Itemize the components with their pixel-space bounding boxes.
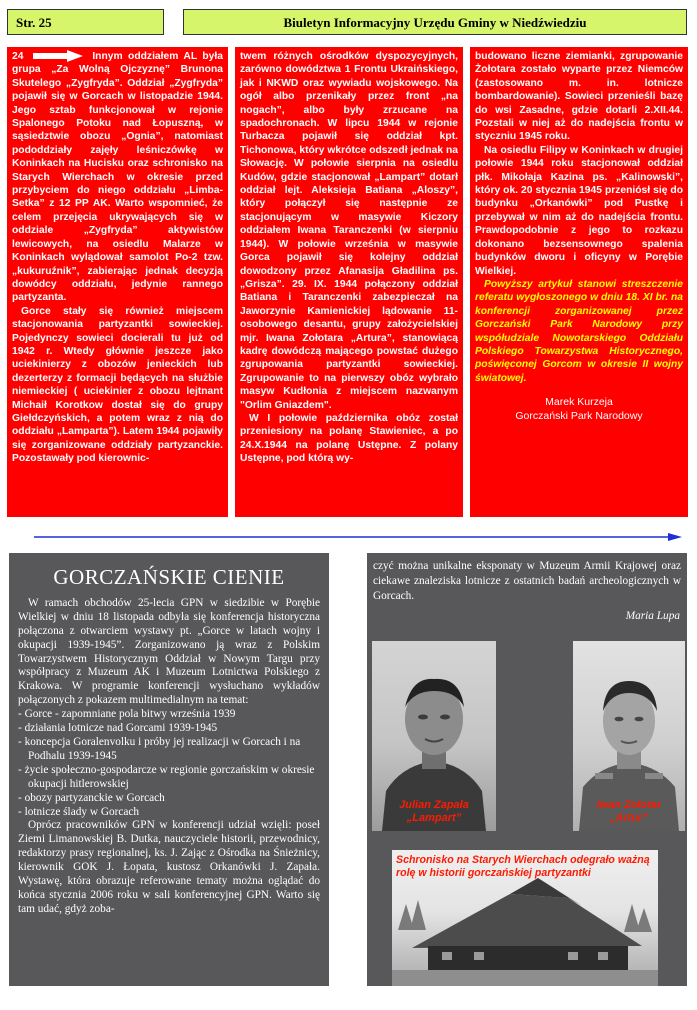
section-divider-arrow: [34, 533, 682, 541]
col1-second-paragraph: Gorce stały się również miejscem stacjonowania partyzantki sowieckiej. Pojedynczy sowieci docierali tu już od 1942 r. Wtedy głównie jeszcze jako uciekinierzy z obozów jenieckich lub dezerterzy z formacji będących na służbie niemieckiej ( uciekinier z obozu lejtnant Michaił Korotkow dostał się do grupy Giełdczyńskich, a potem wraz z nią do oddziału „Lamparta”). Latem 1944 pojawiły się zorganizowane oddziały partyzanckie. Pozostawały pod kierownic-: [12, 305, 223, 465]
col1-first-text: Innym oddziałem AL była grupa „Za Wolną Ojczyznę” Brunona Skutelego „Zygfryda”. Oddział „Zygfryda” pojawił się w Gorcach w listopadzie 1944. Jego sztab funkcjonował w rejonie Spalonego Potoku nad Łopuszną, w sąsiedztwie obozu „Ognia”, natomiast pododdziały zajęły leśniczówkę w Koninkach na Hucisku oraz schronisko na Starych Wierchach w okresie przed przybyciem do niego oddziału „Limba-Setka” z 12 PP AK. Warto wspomnieć, że celem przejęcia ukrywających się w oddziale „Zygfryda” aktywistów lewicowych, na osiedlu Malarze w Koninkach wylądował samolot Po-2 tzw. „kukuruźnik”, zabierając jednak decyzją dowódcy oddziału, jedynie rannego partyzanta.: [12, 51, 223, 304]
participants-paragraph: Oprócz pracowników GPN w konferencji udział wzięli: poseł Ziemi Limanowskiej B. Dutka, nauczyciele historii, przewodnicy, redaktorzy prasy regionalnej, ks. J. Zając z Ośrodka na Śnieżnicy, kierownik GOK J. Łopata, kustosz Orkanówki J. Zapała. Wystawę, która obrazuje referowane tematy można oglądać do końca stycznia 2006 roku w sali konferencyjnej GPN. Warto się tam udać, gdyż zoba-: [18, 819, 320, 915]
gorczanskie-cienie-article: [9, 553, 329, 986]
zolotar-name: Iwan Zołotar: [596, 799, 662, 811]
continued-from-page: 24: [12, 51, 24, 62]
bulletin-title: Biuletyn Informacyjny Urzędu Gminy w Niedźwiedziu: [183, 9, 687, 35]
zapala-alias: „Lampart”: [406, 812, 462, 824]
zapala-caption: [372, 799, 496, 825]
author-name: Marek Kurzeja: [545, 396, 613, 409]
topic-item: - Gorce - zapomniane pola bitwy września 1939: [18, 708, 236, 721]
zolotar-caption: [573, 799, 685, 825]
article-note: Powyższy artykuł stanowi streszczenie referatu wygłoszonego w dniu 18. XI br. na konferencji zorganizowanej przez Gorczański Park Narodowy przy współudziale Nowotarskiego Oddziału Polskiego Towarzystwa Historycznego, poświęconej Gorcom w okresie II wojny światowej.: [475, 278, 683, 384]
article-column-1: [7, 47, 228, 517]
topic-item: - koncepcja Goralenvolku i próby jej realizacji w Gorcach i na Podhalu 1939-1945: [18, 735, 301, 762]
article-column-2: [235, 47, 463, 517]
photo-panel: [367, 553, 687, 986]
topic-item: - działania lotnicze nad Gorcami 1939-1945: [18, 722, 218, 735]
article-signature: [475, 395, 683, 423]
article-title: GORCZAŃSKIE CIENIE: [53, 565, 285, 589]
col3-second-paragraph: Na osiedlu Filipy w Koninkach w drugiej połowie 1944 roku stacjonował oddział płk. Mikołaja Kazina ps. „Kalinowski”, który ok. 20 stycznia 1945 przeniósł się do budynku „Orkanówki” pod Pustkę i przebywał w nim aż do nadejścia frontu. Prawdopodobnie z jego to rozkazu dokonano bezsensownego spalenia budynków dworu i oficyny w Porębie Wielkiej.: [475, 144, 683, 277]
topic-item: - obozy partyzanckie w Gorcach: [18, 791, 165, 804]
topic-item: - lotnicze ślady w Gorcach: [18, 805, 140, 818]
col3-first-paragraph: budowano liczne ziemianki, zgrupowanie Żołotara zostało wyparte przez Niemców (zastosowano m. in. lotnicze bombardowanie). Sowieci przenieśli bazę do wsi Zasadne, gdzie dotarli 2.XII.44. Pozstali w niej aż do nadejścia frontu w styczniu 1945 roku.: [475, 51, 683, 143]
photo-julian-zapala: [372, 641, 496, 831]
col2-second-paragraph: W I połowie października obóz został przeniesiony na polanę Stawieniec, a po 24.X.1944 na polanę Ustępne. Z polany Ustępne, pod którą wy-: [240, 412, 458, 465]
article2-author: Maria Lupa: [625, 610, 680, 622]
article-intro: W ramach obchodów 25-lecia GPN w siedzibie w Porębie Wielkiej w dniu 18 listopada odbyła się konferencja historyczna połączona z otwarciem wystawy pt. „Gorce w latach wojny i okupacji 1939-1945”. Zorganizowano ją wraz z Polskim Towarzystwem Historycznym Oddział w Nowym Targu przy współpracy z Muzeum AK i Muzeum Lotnictwa Polskiego z Krakowa. W programie konferencji wysłuchano wykładów połączonych z pokazem multimedialnym na temat:: [18, 596, 320, 707]
photo-shelter-stare-wierchy: [392, 850, 658, 986]
shelter-caption: Schronisko na Starych Wierchach odegrało ważną rolę w historii gorczańskiej partyzantki: [396, 854, 650, 879]
col2-paragraph: twem różnych ośrodków dyspozycyjnych, zarówno dowództwa 1 Frontu Ukraińskiego, jak i NKWD oraz wywiadu wojskowego. Na ogół albo przenikały przez front „na nogach”, albo były zrzucane na spadochronach. W lipcu 1944 w rejonie Turbacza pojawił się oddział kpt. Tichonowa, który wkrótce odszedł jednak na Słowację. W połowie sierpnia na osiedlu Kudów, gdzie stacjonował „Lampart” dotarł oddział lejt. Aleksieja Batiana „Aloszy”, który połączył się następnie ze stacjonującym w masywie Kiczory oddziałem Iwana Taranczenki (w sierpniu 1944). W połowie września w masywie Gorca pojawił się kolejny oddział dowodzony przez Afanasija Gładilina ps. „Grisza”. 29. IX. 1944 połączony oddział Batiana i Taranczenki zabezpieczał na Jaworzynie Kamienickiej lądowanie 11-osobowego desantu, grupy założycielskiej mjr. Iwana Zołotara „Artura”, stanowiącą kadrę dowódczą mającego powstać dużego zgrupowania partyzantki sowieckiej. Zgrupowanie to na pierwszy obóz wybrało masyw Kudłonia z miejscem nazwanym "Orlim Gniazdem".: [240, 51, 458, 411]
article-column-3: [470, 47, 688, 517]
page-number: Str. 25: [7, 9, 164, 35]
zolotar-alias: „Artur”: [610, 812, 648, 824]
photo-iwan-zolotar: [573, 641, 685, 831]
topic-list: [18, 708, 320, 819]
continued-arrow-icon: [33, 50, 83, 62]
author-organization: Gorczański Park Narodowy: [515, 410, 643, 423]
article-continuation: czyć można unikalne eksponaty w Muzeum Armii Krajowej oraz ciekawe znaleziska lotnicze z ostatnich badań archeologicznych w Gorcach.: [373, 560, 681, 602]
col1-first-paragraph: [12, 50, 223, 305]
zapala-name: Julian Zapała: [399, 799, 469, 811]
topic-item: - życie społeczno-gospodarcze w regionie gorczańskim w okresie okupacji hitlerowskiej: [18, 763, 315, 790]
